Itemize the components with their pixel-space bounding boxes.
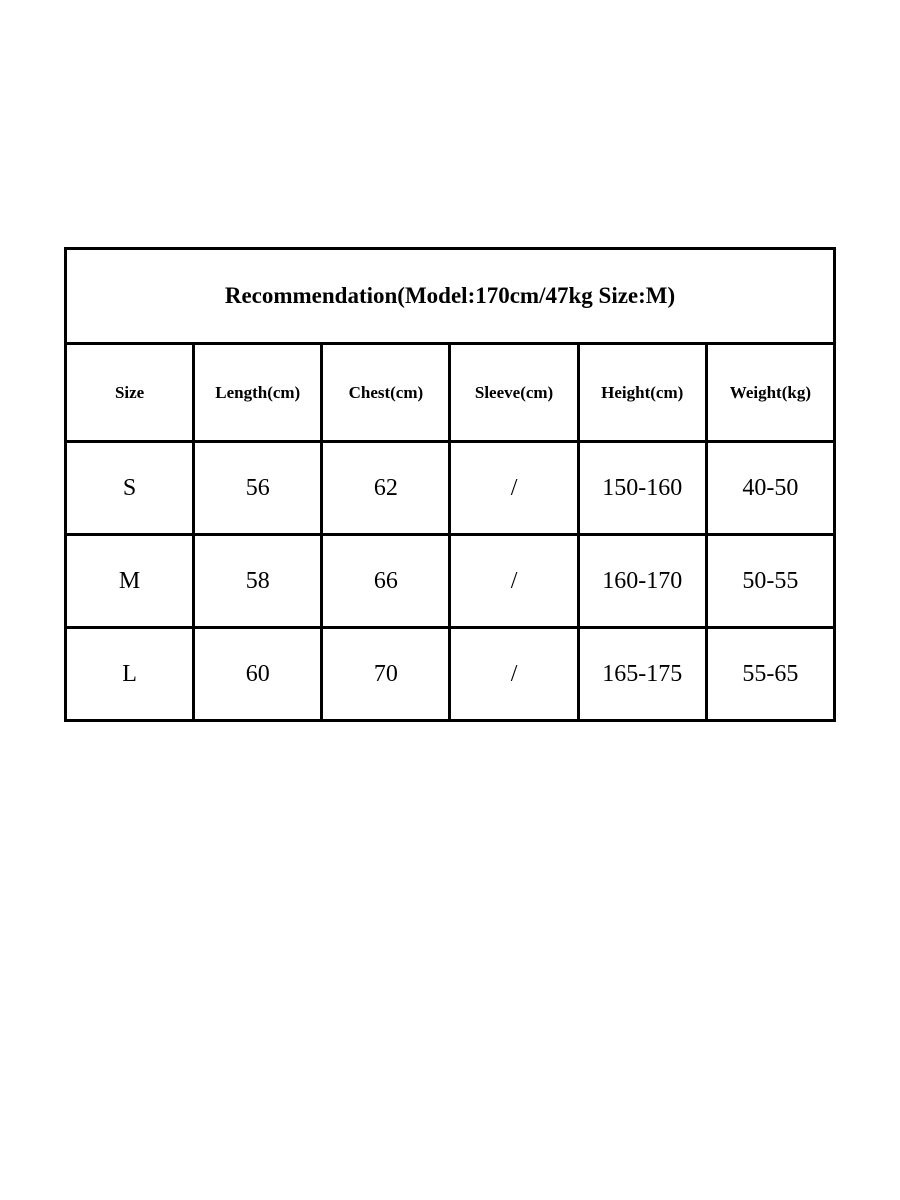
table-row — [66, 442, 835, 535]
table-row — [66, 535, 835, 628]
title-row — [66, 249, 835, 344]
table-row — [66, 628, 835, 721]
cell-weight: 50-55 — [706, 535, 834, 628]
cell-chest: 66 — [322, 535, 450, 628]
table-title: Recommendation(Model:170cm/47kg Size:M) — [66, 249, 835, 344]
cell-size: L — [66, 628, 194, 721]
cell-chest: 70 — [322, 628, 450, 721]
size-chart-table — [64, 247, 836, 722]
header-weight: Weight(kg) — [706, 344, 834, 442]
cell-size: M — [66, 535, 194, 628]
header-height: Height(cm) — [578, 344, 706, 442]
cell-length: 56 — [194, 442, 322, 535]
cell-height: 160-170 — [578, 535, 706, 628]
header-size: Size — [66, 344, 194, 442]
cell-sleeve: / — [450, 535, 578, 628]
cell-height: 150-160 — [578, 442, 706, 535]
header-sleeve: Sleeve(cm) — [450, 344, 578, 442]
header-length: Length(cm) — [194, 344, 322, 442]
cell-chest: 62 — [322, 442, 450, 535]
cell-weight: 55-65 — [706, 628, 834, 721]
header-row — [66, 344, 835, 442]
cell-weight: 40-50 — [706, 442, 834, 535]
cell-sleeve: / — [450, 628, 578, 721]
cell-length: 60 — [194, 628, 322, 721]
cell-sleeve: / — [450, 442, 578, 535]
cell-height: 165-175 — [578, 628, 706, 721]
header-chest: Chest(cm) — [322, 344, 450, 442]
cell-length: 58 — [194, 535, 322, 628]
cell-size: S — [66, 442, 194, 535]
